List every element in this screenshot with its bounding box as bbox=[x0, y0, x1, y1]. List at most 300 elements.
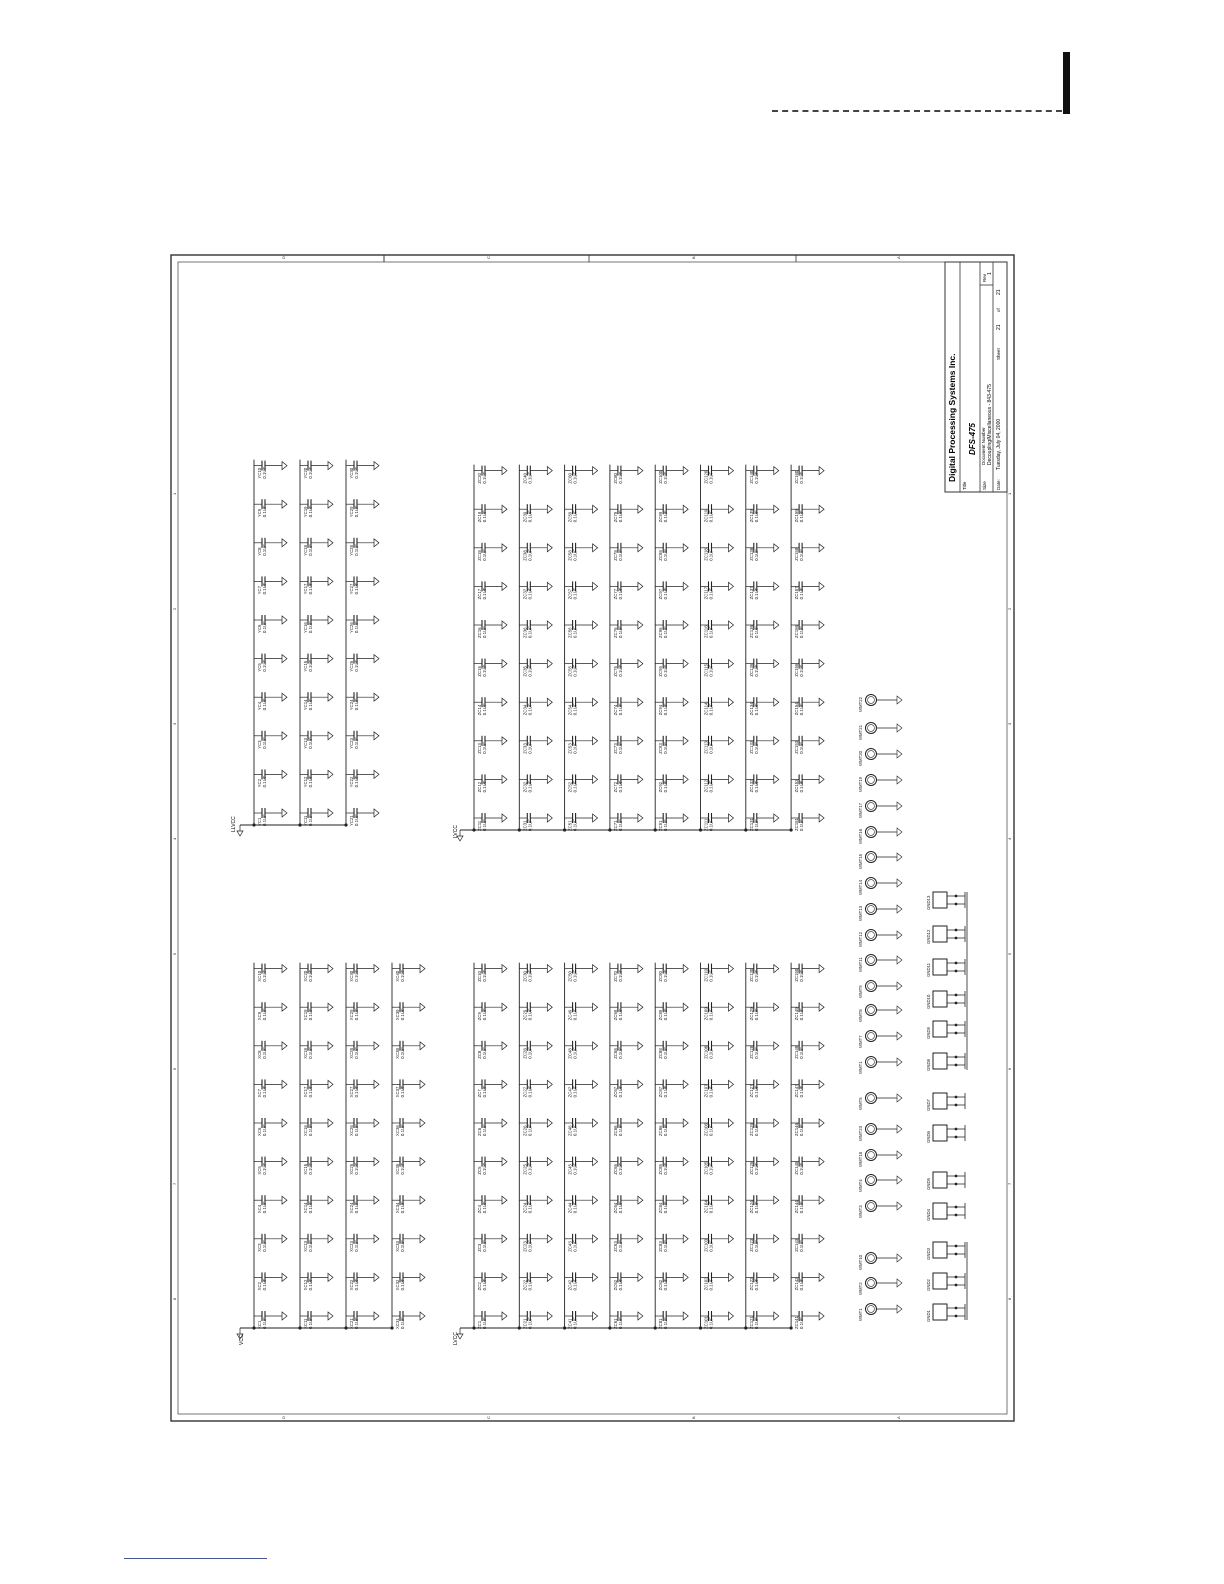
cap-ref: YC24 bbox=[349, 699, 354, 711]
ground-symbol bbox=[282, 500, 287, 508]
cap-ref: ZC59 bbox=[567, 511, 573, 523]
cap-value: 0.1UF bbox=[482, 1278, 487, 1291]
ground-symbol bbox=[374, 1273, 379, 1281]
capacitor-ZC88 bbox=[655, 1041, 688, 1059]
capacitor-YC6 bbox=[254, 615, 287, 633]
ground-symbol bbox=[374, 1312, 379, 1320]
ground-symbol bbox=[774, 1273, 779, 1281]
capacitor-ZC76 bbox=[610, 620, 643, 638]
cap-value: 0.1UF bbox=[527, 587, 533, 600]
cap-value: 0.1UF bbox=[753, 1278, 759, 1291]
cap-ref: ZC155 bbox=[794, 663, 800, 677]
capacitor-YC4 bbox=[254, 692, 287, 710]
border-zone-right-7: 7 bbox=[1007, 1182, 1012, 1185]
ground-symbol bbox=[502, 698, 507, 706]
cap-value: 0.1UF bbox=[527, 780, 533, 793]
mounting-hole-ref: WMT15 bbox=[858, 853, 863, 869]
junction-dot bbox=[608, 828, 611, 831]
capacitor-ZC147 bbox=[791, 1079, 824, 1097]
cap-value: 0.1UF bbox=[527, 742, 533, 754]
cap-ref: ZC11 bbox=[477, 820, 482, 831]
mounting-hole-ref: WMT3 bbox=[858, 1205, 863, 1218]
capacitor-ZC70 bbox=[610, 964, 643, 982]
capacitor-ZC146 bbox=[791, 1118, 824, 1136]
cap-value: 0.1UF bbox=[308, 1201, 313, 1214]
capacitor-XC27 bbox=[346, 1079, 379, 1097]
ground-symbol bbox=[638, 775, 643, 783]
capacitor-YC19 bbox=[300, 499, 333, 517]
cap-ref: ZC140 bbox=[748, 470, 754, 484]
ground-symbol bbox=[547, 1158, 552, 1166]
capacitor-YC24 bbox=[346, 692, 379, 710]
capacitor-ZC133 bbox=[746, 736, 779, 754]
mounting-hole-WMT10 bbox=[858, 1253, 902, 1271]
capacitor-ZC98 bbox=[655, 543, 688, 561]
cap-ref: ZC137 bbox=[748, 586, 754, 600]
cap-ref: ZC14 bbox=[477, 704, 482, 716]
cap-ref: XC14 bbox=[303, 1202, 308, 1214]
ground-symbol bbox=[729, 1003, 734, 1011]
ground-symbol bbox=[282, 1080, 287, 1088]
ground-symbol bbox=[502, 467, 507, 475]
cap-ref: ZC144 bbox=[794, 1200, 800, 1214]
border-zone-left-2: 2 bbox=[172, 607, 177, 610]
cap-value: 0.1UF bbox=[482, 549, 487, 561]
cap-ref: ZC5 bbox=[477, 1166, 482, 1175]
cap-ref: ZC63 bbox=[612, 1241, 618, 1252]
cap-ref: ZC84 bbox=[658, 1202, 664, 1214]
border-zone-left-4: 4 bbox=[172, 837, 177, 840]
cap-ref: XC22 bbox=[349, 1279, 354, 1291]
capacitor-YC8 bbox=[254, 538, 287, 556]
cap-value: 0.1UF bbox=[527, 1201, 533, 1214]
cap-value: 0.1UF bbox=[400, 1162, 405, 1175]
cap-ref: ZC3 bbox=[477, 1243, 482, 1252]
cap-ref: ZC55 bbox=[567, 666, 573, 677]
ground-jumper-ref: GND10 bbox=[926, 994, 931, 1009]
capacitor-XC8 bbox=[254, 1041, 287, 1059]
capacitor-ZC73 bbox=[610, 736, 643, 754]
ground-symbol bbox=[282, 1158, 287, 1166]
capacitor-ZC41 bbox=[565, 1311, 598, 1329]
ground-symbol bbox=[547, 1235, 552, 1243]
capacitor-ZC2 bbox=[474, 1272, 507, 1290]
cap-ref: ZC136 bbox=[748, 625, 754, 638]
date-value: Tuesday, July 04, 2000 bbox=[996, 418, 1002, 470]
ground-jumper-ref: GND11 bbox=[926, 962, 931, 977]
capacitor-ZC131 bbox=[746, 813, 779, 831]
ground-symbol bbox=[683, 582, 688, 590]
ground-jumper-GND7 bbox=[926, 1093, 965, 1111]
cap-value: 0.1UF bbox=[262, 466, 267, 479]
mounting-hole-WMT16 bbox=[858, 827, 902, 845]
capacitor-ZC53 bbox=[565, 736, 598, 754]
mounting-hole-WMT22 bbox=[858, 695, 902, 713]
cap-value: 0.1UF bbox=[527, 819, 533, 831]
ground-symbol bbox=[502, 582, 507, 590]
cap-value: 0.1UF bbox=[482, 1085, 487, 1098]
cap-value: 0.1UF bbox=[617, 1085, 623, 1098]
cap-value: 0.1UF bbox=[400, 969, 405, 982]
cap-value: 0.1UF bbox=[663, 703, 669, 716]
cap-value: 0.1UF bbox=[617, 1008, 623, 1021]
size-label: Size bbox=[982, 481, 987, 490]
cap-ref: ZC23 bbox=[522, 1241, 528, 1252]
ground-symbol bbox=[547, 1312, 552, 1320]
capacitor-ZC105 bbox=[701, 1157, 734, 1175]
capacitor-ZC93 bbox=[655, 736, 688, 754]
cap-value: 0.1UF bbox=[572, 549, 578, 561]
cap-ref: ZC32 bbox=[522, 781, 528, 793]
cap-ref: ZC153 bbox=[794, 740, 800, 754]
capacitor-YC20 bbox=[300, 461, 333, 479]
capacitor-XC28 bbox=[346, 1041, 379, 1059]
cap-ref: XC16 bbox=[303, 1125, 308, 1136]
cap-value: 0.1UF bbox=[663, 819, 669, 831]
ground-symbol bbox=[282, 732, 287, 740]
capacitor-ZC72 bbox=[610, 774, 643, 792]
cap-ref: ZC74 bbox=[612, 704, 618, 716]
cap-value: 0.1UF bbox=[708, 1085, 714, 1098]
capacitor-ZC112 bbox=[701, 774, 734, 792]
ground-symbol bbox=[819, 582, 824, 590]
capacitor-ZC5 bbox=[474, 1157, 507, 1175]
ground-symbol bbox=[729, 1312, 734, 1320]
cap-value: 0.1UF bbox=[354, 1085, 359, 1098]
cap-ref: ZC111 bbox=[703, 818, 709, 831]
cap-ref: ZC57 bbox=[567, 588, 573, 600]
capacitor-ZC56 bbox=[565, 620, 598, 638]
ground-symbol bbox=[374, 500, 379, 508]
capacitor-YC5 bbox=[254, 654, 287, 672]
ground-symbol bbox=[328, 1312, 333, 1320]
cap-value: 0.1UF bbox=[617, 1278, 623, 1291]
capacitor-YC16 bbox=[300, 615, 333, 633]
company-name: Digital Processing Systems Inc. bbox=[947, 353, 957, 482]
cap-ref: ZC15 bbox=[477, 666, 482, 677]
ground-symbol bbox=[774, 1119, 779, 1127]
ground-symbol bbox=[729, 1080, 734, 1088]
mounting-hole-WMT11 bbox=[858, 955, 902, 973]
capacitor-ZC85 bbox=[655, 1157, 688, 1175]
ground-symbol bbox=[638, 505, 643, 513]
ground-symbol bbox=[328, 500, 333, 508]
capacitor-YC22 bbox=[346, 769, 379, 787]
capacitor-YC29 bbox=[346, 499, 379, 517]
capacitor-XC26 bbox=[346, 1118, 379, 1136]
ground-symbol bbox=[638, 621, 643, 629]
cap-ref: ZC85 bbox=[658, 1164, 664, 1175]
cap-ref: ZC105 bbox=[703, 1161, 709, 1175]
cap-value: 0.1UF bbox=[262, 1278, 267, 1291]
junction-dot bbox=[744, 828, 747, 831]
cap-value: 0.1UF bbox=[799, 969, 805, 982]
ground-symbol bbox=[374, 577, 379, 585]
capacitor-ZC83 bbox=[655, 1234, 688, 1252]
cap-ref: ZC154 bbox=[794, 702, 800, 716]
capacitor-XC3 bbox=[254, 1234, 287, 1252]
cap-value: 0.1UF bbox=[708, 780, 714, 793]
cap-ref: ZC62 bbox=[612, 1279, 618, 1291]
cap-ref: ZC94 bbox=[658, 704, 664, 716]
ground-symbol bbox=[729, 1273, 734, 1281]
cap-value: 0.1UF bbox=[799, 1162, 805, 1175]
capacitor-ZC90 bbox=[655, 964, 688, 982]
cap-value: 0.1UF bbox=[617, 587, 623, 600]
capacitor-ZC79 bbox=[610, 504, 643, 522]
ground-symbol bbox=[683, 621, 688, 629]
ground-symbol bbox=[638, 1003, 643, 1011]
ground-symbol bbox=[547, 1080, 552, 1088]
capacitor-ZC17 bbox=[474, 581, 507, 599]
cap-ref: ZC46 bbox=[567, 1125, 573, 1136]
cap-value: 0.1UF bbox=[308, 969, 313, 982]
junction-dot bbox=[298, 823, 301, 826]
cap-value: 0.1UF bbox=[262, 582, 267, 595]
cap-value: 0.1UF bbox=[799, 1278, 805, 1291]
border-zone-left-6: 6 bbox=[172, 1067, 177, 1070]
junction-dot bbox=[390, 1326, 393, 1329]
zc-lower-group bbox=[457, 963, 824, 1339]
ground-symbol bbox=[282, 1312, 287, 1320]
cap-value: 0.1UF bbox=[753, 587, 759, 600]
cap-value: 0.1UF bbox=[262, 1240, 267, 1252]
capacitor-ZC48 bbox=[565, 1041, 598, 1059]
ground-symbol bbox=[282, 965, 287, 973]
cap-ref: ZC91 bbox=[658, 820, 664, 831]
mounting-hole-WMT7 bbox=[858, 1031, 902, 1049]
cap-value: 0.1UF bbox=[354, 775, 359, 788]
ground-symbol bbox=[729, 467, 734, 475]
ground-symbol bbox=[420, 1273, 425, 1281]
cap-value: 0.1UF bbox=[262, 1124, 267, 1136]
cap-ref: XC7 bbox=[257, 1089, 262, 1098]
cap-value: 0.1UF bbox=[527, 703, 533, 716]
capacitor-ZC68 bbox=[610, 1041, 643, 1059]
cap-value: 0.1UF bbox=[572, 1124, 578, 1136]
ground-symbol bbox=[328, 1235, 333, 1243]
ground-symbol bbox=[282, 1196, 287, 1204]
cap-ref: ZC24 bbox=[522, 1202, 528, 1214]
capacitor-ZC94 bbox=[655, 697, 688, 715]
cap-value: 0.1UF bbox=[482, 664, 487, 677]
capacitor-ZC69 bbox=[610, 1002, 643, 1020]
capacitor-ZC52 bbox=[565, 774, 598, 792]
capacitor-ZC145 bbox=[791, 1157, 824, 1175]
cap-ref: ZC120 bbox=[703, 470, 709, 484]
cap-value: 0.1UF bbox=[617, 549, 623, 561]
ground-symbol bbox=[683, 1042, 688, 1050]
cap-ref: ZC58 bbox=[567, 550, 573, 561]
border-zones-side bbox=[172, 492, 1012, 1300]
cap-ref: XC38 bbox=[395, 1048, 400, 1059]
cap-value: 0.1UF bbox=[663, 626, 669, 638]
cap-ref: ZC75 bbox=[612, 666, 618, 677]
cap-ref: ZC108 bbox=[703, 1045, 709, 1059]
capacitor-XC37 bbox=[392, 1079, 425, 1097]
capacitor-ZC104 bbox=[701, 1195, 734, 1213]
cap-ref: ZC110 bbox=[703, 969, 709, 982]
capacitor-ZC24 bbox=[519, 1195, 552, 1213]
cap-value: 0.1UF bbox=[354, 544, 359, 556]
mounting-hole-WMT1 bbox=[858, 1057, 902, 1075]
cap-value: 0.1UF bbox=[663, 1008, 669, 1021]
capacitor-XC11 bbox=[300, 1311, 333, 1329]
ground-symbol bbox=[593, 582, 598, 590]
capacitor-ZC13 bbox=[474, 736, 507, 754]
cap-ref: ZC16 bbox=[477, 627, 482, 638]
cap-value: 0.1UF bbox=[753, 1162, 759, 1175]
cap-ref: XC37 bbox=[395, 1086, 400, 1098]
ground-symbol bbox=[593, 698, 598, 706]
cap-value: 0.1UF bbox=[262, 1047, 267, 1059]
capacitor-ZC84 bbox=[655, 1195, 688, 1213]
capacitor-ZC30 bbox=[519, 964, 552, 982]
cap-ref: ZC148 bbox=[794, 1045, 800, 1059]
capacitor-ZC31 bbox=[519, 813, 552, 831]
capacitor-ZC117 bbox=[701, 581, 734, 599]
cap-value: 0.1UF bbox=[354, 1124, 359, 1136]
ground-symbol bbox=[638, 1273, 643, 1281]
ground-symbol bbox=[729, 814, 734, 822]
cap-value: 0.1UF bbox=[708, 549, 714, 561]
cap-value: 0.1UF bbox=[617, 1047, 623, 1059]
cap-value: 0.1UF bbox=[354, 814, 359, 826]
ground-symbol bbox=[638, 1158, 643, 1166]
cap-ref: YC4 bbox=[257, 701, 262, 711]
ground-symbol bbox=[593, 544, 598, 552]
ground-symbol bbox=[593, 1003, 598, 1011]
cap-ref: YC26 bbox=[349, 622, 354, 633]
ground-symbol bbox=[593, 1196, 598, 1204]
cap-value: 0.1UF bbox=[354, 969, 359, 982]
cap-value: 0.1UF bbox=[572, 1085, 578, 1098]
cap-value: 0.1UF bbox=[663, 780, 669, 793]
cap-value: 0.1UF bbox=[572, 703, 578, 716]
ground-symbol bbox=[502, 775, 507, 783]
capacitor-ZC107 bbox=[701, 1079, 734, 1097]
cap-value: 0.1UF bbox=[354, 737, 359, 749]
capacitor-ZC47 bbox=[565, 1079, 598, 1097]
border-zone-top-D: D bbox=[281, 256, 286, 259]
cap-value: 0.1UF bbox=[262, 1008, 267, 1021]
ground-symbol bbox=[502, 1196, 507, 1204]
cap-value: 0.1UF bbox=[262, 505, 267, 518]
capacitor-ZC136 bbox=[746, 620, 779, 638]
ground-symbol bbox=[774, 814, 779, 822]
cap-value: 0.1UF bbox=[527, 1162, 533, 1175]
mounting-hole-WMT15 bbox=[858, 852, 902, 870]
capacitor-ZC143 bbox=[791, 1234, 824, 1252]
cap-ref: ZC82 bbox=[658, 1279, 664, 1291]
cap-value: 0.1UF bbox=[400, 1201, 405, 1214]
ground-symbol bbox=[593, 814, 598, 822]
cap-ref: ZC125 bbox=[748, 1161, 754, 1175]
ground-symbol bbox=[638, 1042, 643, 1050]
cap-value: 0.1UF bbox=[753, 1047, 759, 1059]
cap-ref: ZC42 bbox=[567, 1279, 573, 1291]
cap-ref: ZC18 bbox=[477, 550, 482, 561]
capacitor-XC5 bbox=[254, 1157, 287, 1175]
cap-value: 0.1UF bbox=[663, 1047, 669, 1059]
junction-dot bbox=[518, 828, 521, 831]
cap-ref: ZC141 bbox=[794, 1316, 800, 1329]
cap-value: 0.1UF bbox=[308, 1047, 313, 1059]
ground-jumper-GND13 bbox=[926, 892, 965, 910]
ground-symbol bbox=[774, 1158, 779, 1166]
capacitor-ZC35 bbox=[519, 659, 552, 677]
cap-value: 0.1UF bbox=[753, 510, 759, 523]
cap-value: 0.1UF bbox=[527, 969, 533, 982]
cap-value: 0.1UF bbox=[354, 1201, 359, 1214]
capacitor-ZC123 bbox=[746, 1234, 779, 1252]
cap-ref: ZC27 bbox=[522, 1086, 528, 1098]
cap-ref: ZC103 bbox=[703, 1238, 709, 1252]
cap-value: 0.1UF bbox=[572, 664, 578, 677]
mounting-hole-WMT21 bbox=[858, 723, 902, 741]
cap-ref: XC34 bbox=[395, 1202, 400, 1214]
cap-value: 0.1UF bbox=[799, 819, 805, 831]
cap-ref: YC15 bbox=[303, 660, 308, 672]
cap-ref: YC2 bbox=[257, 779, 262, 788]
decoupling-capacitor-groups bbox=[237, 460, 824, 1339]
ground-symbol bbox=[593, 505, 598, 513]
cap-ref: ZC36 bbox=[522, 627, 528, 638]
ground-symbol bbox=[774, 544, 779, 552]
cap-value: 0.1UF bbox=[400, 1278, 405, 1291]
capacitor-ZC91 bbox=[655, 813, 688, 831]
capacitor-ZC21 bbox=[519, 1311, 552, 1329]
cap-ref: XC6 bbox=[257, 1127, 262, 1136]
capacitor-ZC156 bbox=[791, 620, 824, 638]
cap-value: 0.1UF bbox=[308, 505, 313, 518]
capacitor-YC14 bbox=[300, 692, 333, 710]
capacitor-XC21 bbox=[346, 1311, 379, 1329]
cap-ref: ZC71 bbox=[612, 820, 618, 831]
ground-symbol bbox=[502, 1119, 507, 1127]
cap-ref: ZC43 bbox=[567, 1241, 573, 1252]
ground-symbol bbox=[819, 1273, 824, 1281]
zc-upper-group bbox=[457, 465, 824, 841]
cap-value: 0.1UF bbox=[617, 969, 623, 982]
capacitor-ZC80 bbox=[610, 466, 643, 484]
capacitor-XC36 bbox=[392, 1118, 425, 1136]
cap-ref: YC11 bbox=[303, 815, 308, 826]
cap-ref: XC17 bbox=[303, 1086, 308, 1098]
capacitor-ZC160 bbox=[791, 466, 824, 484]
capacitor-ZC23 bbox=[519, 1234, 552, 1252]
cap-value: 0.1UF bbox=[400, 1317, 405, 1329]
ground-symbol bbox=[774, 1235, 779, 1243]
capacitor-XC6 bbox=[254, 1118, 287, 1136]
cap-ref: ZC134 bbox=[748, 702, 754, 716]
cap-value: 0.1UF bbox=[482, 969, 487, 982]
ground-symbol bbox=[729, 1235, 734, 1243]
capacitor-YC25 bbox=[346, 654, 379, 672]
cap-ref: ZC31 bbox=[522, 820, 528, 831]
capacitor-YC21 bbox=[346, 808, 379, 826]
cap-ref: ZC52 bbox=[567, 781, 573, 793]
ground-symbol bbox=[683, 1119, 688, 1127]
ground-symbol bbox=[502, 660, 507, 668]
cap-ref: XC13 bbox=[303, 1241, 308, 1252]
cap-ref: YC3 bbox=[257, 740, 262, 749]
cap-value: 0.1UF bbox=[572, 587, 578, 600]
ground-symbol bbox=[774, 582, 779, 590]
junction-dot bbox=[563, 828, 566, 831]
ground-jumper-GND10 bbox=[926, 991, 965, 1009]
capacitor-ZC33 bbox=[519, 736, 552, 754]
